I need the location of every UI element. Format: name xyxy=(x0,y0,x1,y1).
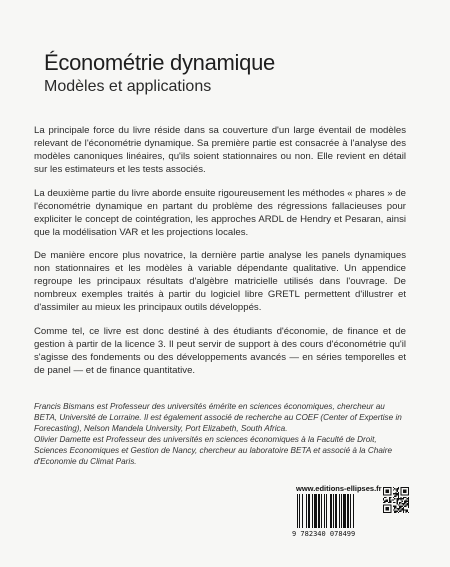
barcode-icon xyxy=(296,494,378,528)
description-paragraph: La deuxième partie du livre aborde ensuite rigoureusement les méthodes « phares » de l'économétrie dynamique en partant du problème des régressions fallacieuses pour expliciter le concept de cointégration, les approches ARDL de Hendry et Pesaran, ainsi que la modélisation VAR et les projections locales. xyxy=(34,187,406,238)
author-bios xyxy=(34,401,406,467)
book-title: Économétrie dynamique xyxy=(44,50,275,75)
author-bio: Olivier Damette est Professeur des universités en sciences économiques à la Faculté de Droit, Sciences Economiques et Gestion de Nancy, chercheur au laboratoire BETA et associé à la Chaire d'Economie du Climat Paris. xyxy=(34,435,393,466)
isbn-number: 9 782340 078499 xyxy=(292,530,356,538)
description-paragraph: De manière encore plus novatrice, la dernière partie analyse les panels dynamiques non stationnaires et les modèles à variable dépendante qualitative. Un appendice regroupe les principaux résultats d'algèbre matricielle utilisés dans l'ouvrage. De nombreux exemples traités à partir du logiciel libre GRETL permettent d'illustrer et d'assimiler au mieux les principaux outils développés. xyxy=(34,250,406,313)
book-subtitle: Modèles et applications xyxy=(44,78,212,95)
description-paragraph: Comme tel, ce livre est donc destiné à des étudiants d'économie, de finance et de gestion à partir de la licence 3. Il peut servir de support à des cours d'économétrie qu'il s'agisse des fondements ou des développements avancés — en séries temporelles et de panel — et de finance quantitative. xyxy=(34,325,406,376)
author-bio: Francis Bismans est Professeur des universités émérite en sciences économiques, chercheur au BETA, Université de Lorraine. Il est également associé de recherche au COEF (Center of Expertise in Forecasting), Nelson Mandela University, Port Elizabeth, South Africa. xyxy=(34,402,402,433)
publisher-url: www.editions-ellipses.fr xyxy=(296,484,382,493)
description-paragraph: La principale force du livre réside dans sa couverture d'un large éventail de modèles relevant de l'économétrie dynamique. Sa première partie est consacrée à l'analyse des modèles canoniques linéaires, qu'ils soient stationnaires ou non. Elle revient en détail sur les estimateurs et les tests associés. xyxy=(34,125,406,175)
description xyxy=(34,124,406,387)
qr-code-icon xyxy=(383,487,409,513)
